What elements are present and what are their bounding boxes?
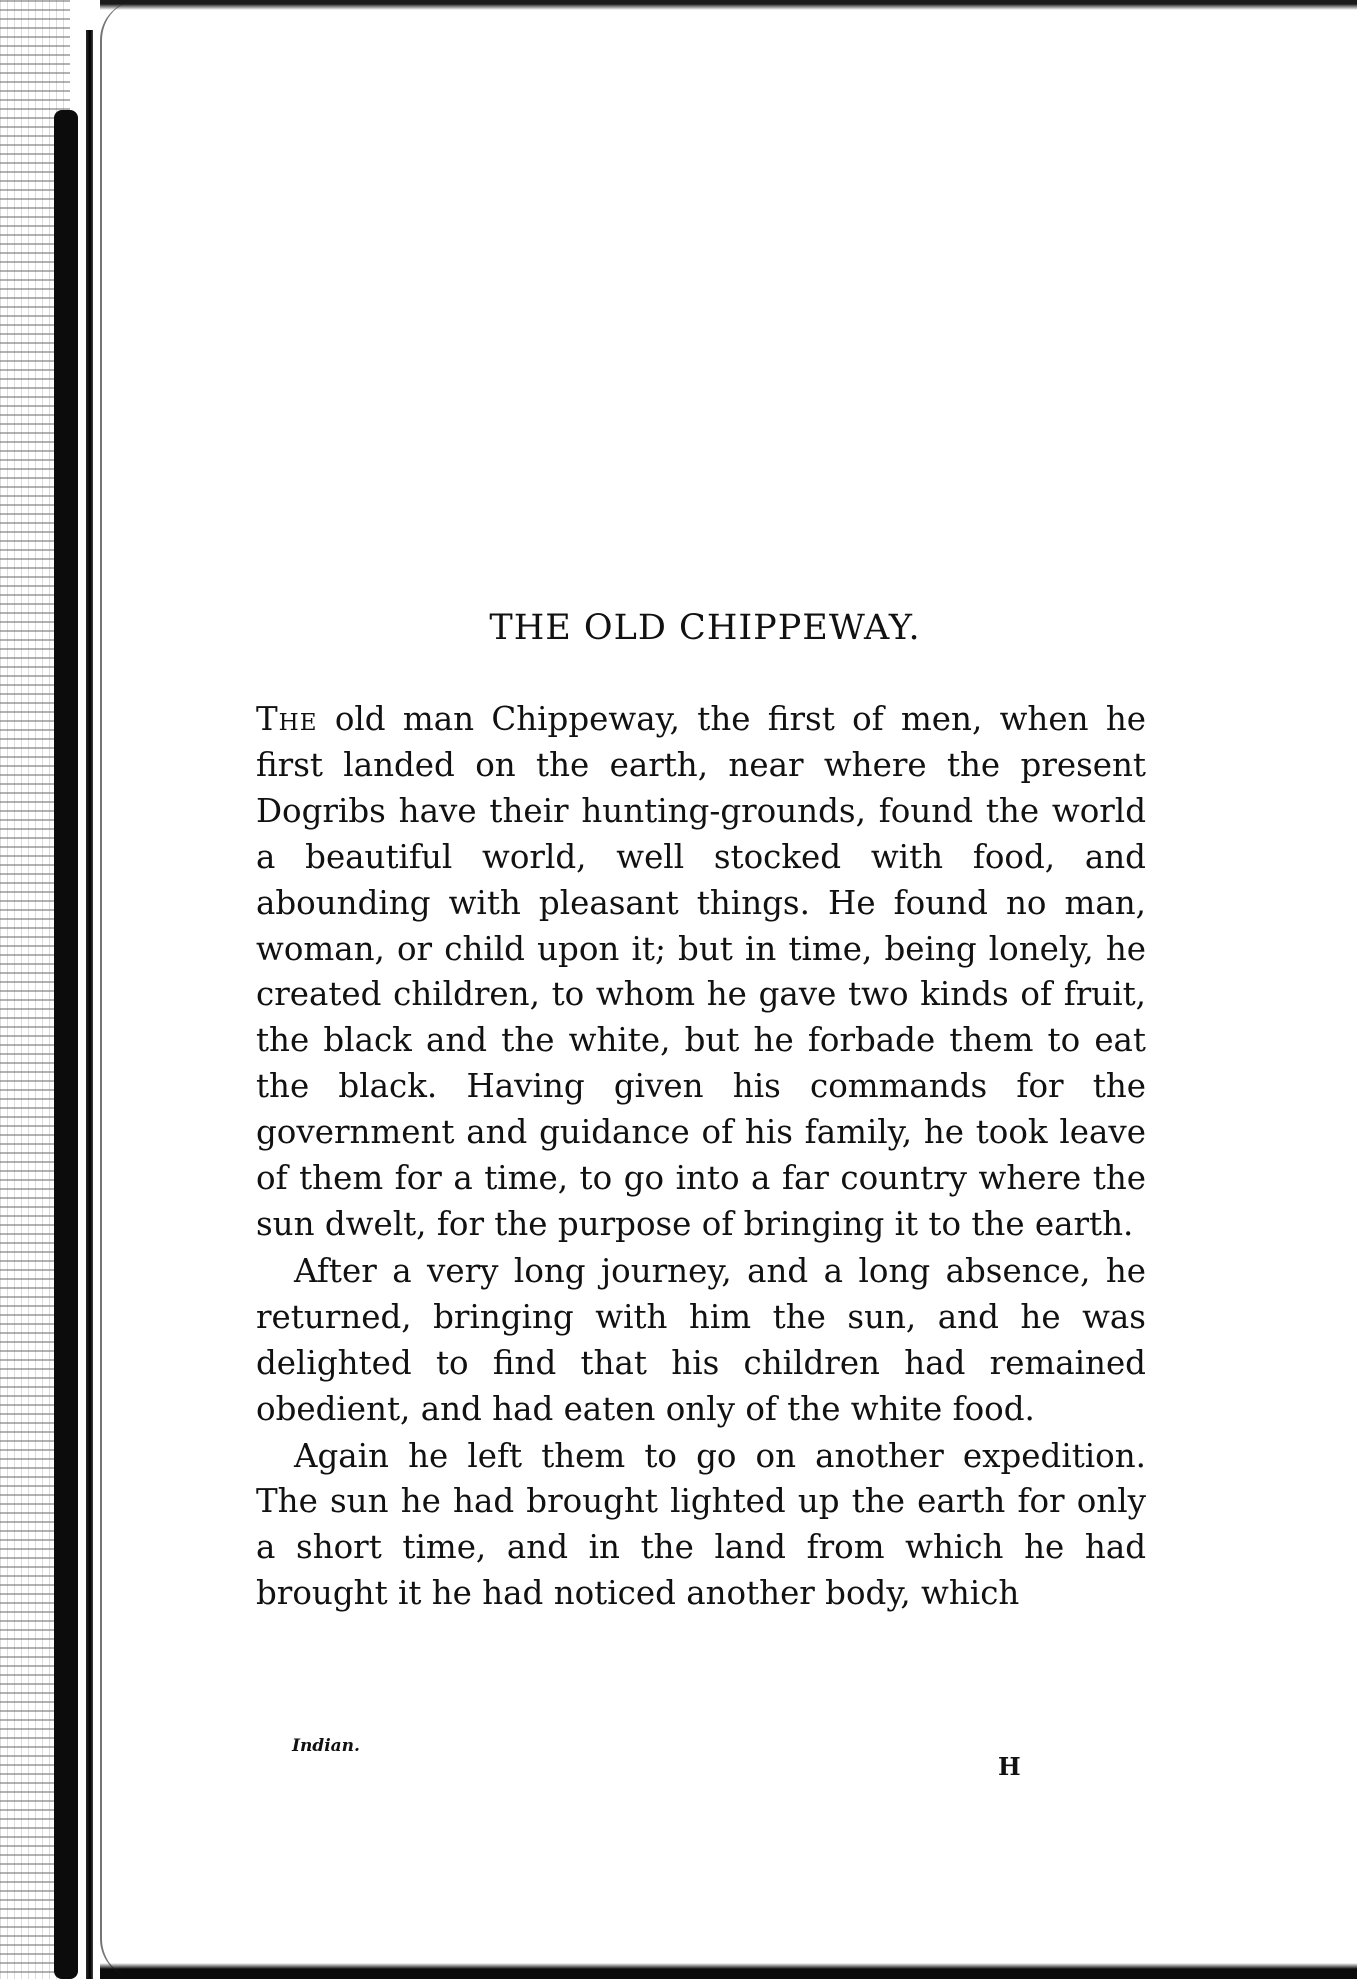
- page-signature-letter: H: [998, 1752, 1021, 1781]
- page-title: THE OLD CHIPPEWAY.: [489, 608, 921, 648]
- page-curl-line: [100, 0, 142, 1979]
- scan-bottom-edge: [100, 1963, 1357, 1979]
- paragraph-2: After a very long journey, and a long absence, he returned, bringing with him the sun, and he was delighted to find that his children had remained obedient, and had eaten only of the white food.: [256, 1251, 1146, 1428]
- signature-mark: Indian.: [292, 1736, 360, 1756]
- spine-shadow: [54, 110, 78, 1979]
- spine-edge-line: [86, 30, 93, 1979]
- paragraph-1: [256, 697, 1146, 1248]
- first-word: The: [256, 700, 318, 738]
- body-text: [256, 697, 1146, 1617]
- scan-top-edge: [100, 0, 1357, 10]
- book-gutter: [0, 0, 130, 1979]
- paragraph-3: Again he left them to go on another expedition. The sun he had brought lighted up the earth for only a short time, and in the land from which he had brought it he had noticed another body, which: [256, 1436, 1146, 1613]
- paragraph-1-text: old man Chippeway, the first of men, when he first landed on the earth, near where the present Dogribs have their hunting-grounds, found the world a beautiful world, well stocked with food, and abounding with pleasant things. He found no man, woman, or child upon it; but in time, being lonely, he created children, to whom he gave two kinds of fruit, the black and the white, but he forbade them to eat the black. Having given his commands for the government and guidance of his family, he took leave of them for a time, to go into a far country where the sun dwelt, for the purpose of bringing it to the earth.: [256, 700, 1146, 1243]
